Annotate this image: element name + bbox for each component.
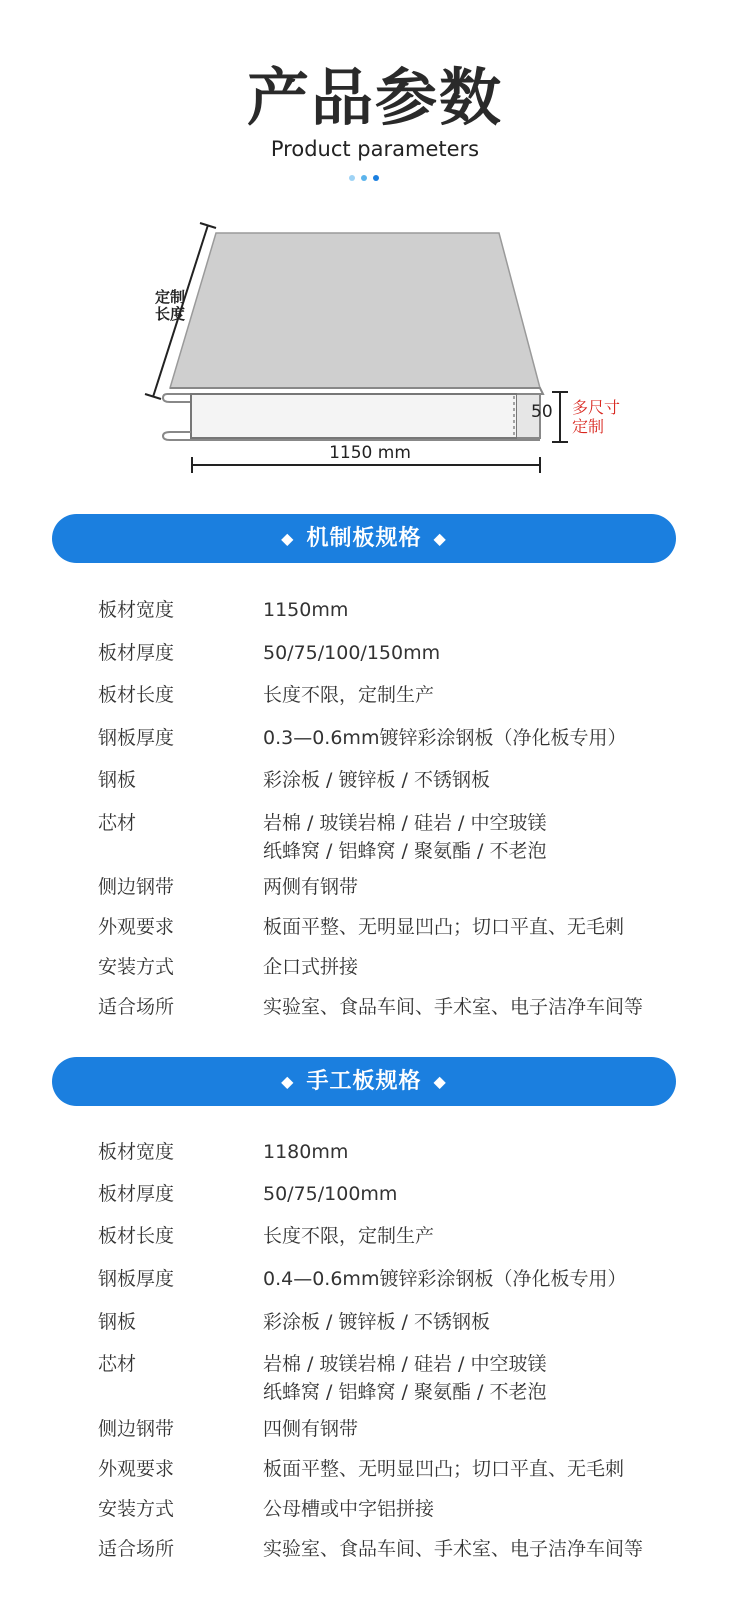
page-title: 产品参数 — [246, 61, 503, 134]
panel-top-surface — [170, 233, 540, 388]
spec-key: 适合场所 — [98, 996, 175, 1018]
spec-value: 1150mm — [263, 599, 349, 621]
spec-key: 安装方式 — [98, 1498, 175, 1520]
spec-value: 1180mm — [263, 1141, 349, 1163]
machine-board-heading — [52, 514, 676, 563]
diamond-icon: ◆ — [433, 1072, 447, 1091]
hand-board-heading-text: 手工板规格 — [306, 1069, 422, 1094]
spec-value: 彩涂板 / 镀锌板 / 不锈钢板 — [263, 1311, 490, 1333]
spec-key: 板材长度 — [98, 684, 175, 706]
spec-value: 50/75/100mm — [263, 1183, 398, 1205]
spec-key: 板材厚度 — [98, 642, 175, 664]
spec-key: 芯材 — [98, 812, 137, 834]
custom-size-label — [572, 398, 620, 436]
spec-key: 板材厚度 — [98, 1183, 175, 1205]
diamond-icon: ◆ — [433, 529, 447, 548]
spec-value: 纸蜂窝 / 铝蜂窝 / 聚氨酯 / 不老泡 — [263, 1381, 547, 1403]
spec-key: 芯材 — [98, 1353, 137, 1375]
panel-core — [191, 394, 517, 438]
spec-value: 两侧有钢带 — [263, 876, 359, 898]
spec-value: 0.4—0.6mm镀锌彩涂钢板（净化板专用） — [263, 1268, 627, 1290]
spec-value: 岩棉 / 玻镁岩棉 / 硅岩 / 中空玻镁 — [263, 812, 547, 834]
spec-value: 板面平整、无明显凹凸；切口平直、无毛刺 — [263, 916, 625, 938]
width-label: 1150 mm — [300, 445, 440, 462]
panel-illustration — [0, 210, 750, 480]
spec-value: 四侧有钢带 — [263, 1418, 359, 1440]
custom-label-line1: 多尺寸 — [572, 398, 621, 417]
decorative-dots — [349, 175, 389, 183]
spec-value: 企口式拼接 — [263, 956, 359, 978]
thickness-value: 50 — [531, 402, 553, 422]
spec-value: 实验室、食品车间、手术室、电子洁净车间等 — [263, 996, 644, 1018]
spec-value: 纸蜂窝 / 铝蜂窝 / 聚氨酯 / 不老泡 — [263, 840, 547, 862]
diamond-icon: ◆ — [281, 529, 295, 548]
spec-key: 钢板厚度 — [98, 727, 175, 749]
spec-key: 外观要求 — [98, 916, 175, 938]
spec-key: 板材宽度 — [98, 1141, 175, 1163]
spec-key: 侧边钢带 — [98, 1418, 175, 1440]
dot-icon — [373, 175, 379, 181]
spec-key: 钢板 — [98, 1311, 137, 1333]
spec-value: 岩棉 / 玻镁岩棉 / 硅岩 / 中空玻镁 — [263, 1353, 547, 1375]
spec-key: 钢板 — [98, 769, 137, 791]
spec-key: 板材长度 — [98, 1225, 175, 1247]
spec-key: 侧边钢带 — [98, 876, 175, 898]
custom-label-line2: 定制 — [572, 417, 605, 436]
spec-value: 长度不限，定制生产 — [263, 1225, 435, 1247]
length-label — [155, 289, 185, 323]
spec-value: 0.3—0.6mm镀锌彩涂钢板（净化板专用） — [263, 727, 627, 749]
dot-icon — [361, 175, 367, 181]
length-label-line2: 长度 — [155, 305, 186, 323]
spec-key: 钢板厚度 — [98, 1268, 175, 1290]
spec-value: 板面平整、无明显凹凸；切口平直、无毛刺 — [263, 1458, 625, 1480]
spec-value: 实验室、食品车间、手术室、电子洁净车间等 — [263, 1538, 644, 1560]
hand-board-heading — [52, 1057, 676, 1106]
machine-board-heading-text: 机制板规格 — [306, 526, 422, 551]
spec-value: 公母槽或中字铝拼接 — [263, 1498, 435, 1520]
spec-key: 适合场所 — [98, 1538, 175, 1560]
panel-diagram — [0, 210, 750, 480]
diamond-icon: ◆ — [281, 1072, 295, 1091]
spec-value: 长度不限，定制生产 — [263, 684, 435, 706]
spec-key: 安装方式 — [98, 956, 175, 978]
page-subtitle: Product parameters — [270, 137, 480, 161]
length-label-line1: 定制 — [155, 288, 186, 306]
spec-value: 彩涂板 / 镀锌板 / 不锈钢板 — [263, 769, 490, 791]
spec-value: 50/75/100/150mm — [263, 642, 441, 664]
spec-key: 板材宽度 — [98, 599, 175, 621]
spec-key: 外观要求 — [98, 1458, 175, 1480]
dot-icon — [349, 175, 355, 181]
